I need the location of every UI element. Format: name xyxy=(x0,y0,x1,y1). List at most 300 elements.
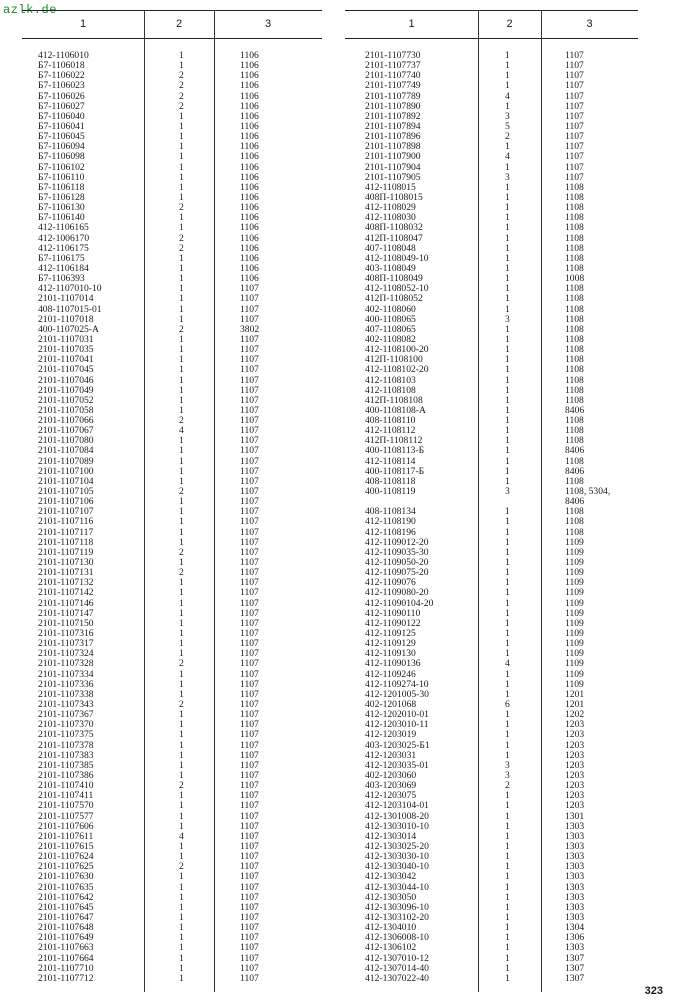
quantity-cell: 1 xyxy=(505,202,510,214)
table-row xyxy=(22,974,322,984)
group-cell: 1303 xyxy=(565,911,585,923)
part-number-cell: 412-1109246 xyxy=(365,668,416,680)
group-cell: 1108 xyxy=(565,212,584,224)
part-number-cell: 412П-1108112 xyxy=(365,435,423,447)
part-number-cell: 2101-1107130 xyxy=(38,557,94,569)
part-number-cell: 2101-1107031 xyxy=(38,333,94,345)
quantity-cell: 1 xyxy=(179,303,184,315)
quantity-cell: 1 xyxy=(179,587,184,599)
part-number-cell: Б7-1106018 xyxy=(38,60,85,72)
quantity-cell: 1 xyxy=(179,354,184,366)
quantity-cell: 1 xyxy=(505,455,510,467)
group-cell: 1109 xyxy=(565,536,584,548)
group-cell: 1108 xyxy=(565,242,584,254)
part-number-cell: Б7-1106023 xyxy=(38,80,85,92)
group-cell: 1108 xyxy=(565,232,584,244)
part-number-cell: 407-1108065 xyxy=(365,323,416,335)
group-cell: 1106 xyxy=(240,151,259,163)
group-cell: 1108 xyxy=(565,293,584,305)
part-number-cell: 2101-1107625 xyxy=(38,861,94,873)
part-number-cell: 412-1203010-11 xyxy=(365,719,429,731)
part-number-cell: 2101-1107378 xyxy=(38,739,94,751)
part-number-cell: 2101-1107892 xyxy=(365,110,421,122)
quantity-cell: 2 xyxy=(179,242,184,254)
part-number-cell: 2101-1107630 xyxy=(38,871,94,883)
group-cell: 1109 xyxy=(565,638,584,650)
part-number-cell: 2101-1107142 xyxy=(38,587,94,599)
quantity-cell: 1 xyxy=(179,445,184,457)
table-row xyxy=(345,974,638,984)
part-number-cell: 412-1109076 xyxy=(365,577,416,589)
part-number-cell: 412П-1108052 xyxy=(365,293,423,305)
quantity-cell: 1 xyxy=(505,252,510,264)
part-number-cell: 2101-1107117 xyxy=(38,526,94,538)
part-number-cell: 412-1109129 xyxy=(365,638,416,650)
group-cell: 1107 xyxy=(240,597,259,609)
part-number-cell: 412-1109075-20 xyxy=(365,567,429,579)
quantity-cell: 1 xyxy=(505,911,510,923)
group-cell: 1107 xyxy=(240,678,259,690)
quantity-cell: 2 xyxy=(179,658,184,670)
group-cell: 1107 xyxy=(565,141,584,153)
table-row xyxy=(22,294,322,304)
quantity-cell: 1 xyxy=(179,810,184,822)
quantity-cell: 1 xyxy=(179,60,184,72)
part-number-cell: 2101-1107046 xyxy=(38,374,94,386)
quantity-cell: 1 xyxy=(505,607,510,619)
part-number-cell: 2101-1107730 xyxy=(365,50,421,61)
quantity-cell: 2 xyxy=(179,699,184,710)
group-cell: 1107 xyxy=(240,516,259,528)
part-number-cell: Б7-1106118 xyxy=(38,181,85,193)
group-cell: 1107 xyxy=(240,394,259,406)
part-number-cell: 2101-1107107 xyxy=(38,506,94,518)
group-cell: 1106 xyxy=(240,120,259,132)
group-cell: 1106 xyxy=(240,110,259,122)
part-number-cell: 2101-1107570 xyxy=(38,800,94,812)
quantity-cell: 1 xyxy=(179,688,184,700)
group-cell: 1109 xyxy=(565,607,584,619)
group-cell: 1108 xyxy=(565,435,584,447)
part-number-cell: 2101-1107611 xyxy=(38,830,94,842)
part-number-cell: 2101-1107058 xyxy=(38,404,94,416)
quantity-cell: 1 xyxy=(505,222,510,234)
quantity-cell: 1 xyxy=(505,932,510,944)
group-cell: 1107 xyxy=(240,648,259,660)
group-cell: 1108 xyxy=(565,526,584,538)
group-cell: 1107 xyxy=(240,384,259,396)
part-number-cell: 412-1106184 xyxy=(38,262,89,274)
group-cell: 1107 xyxy=(240,851,259,863)
part-number-cell: 2101-1107664 xyxy=(38,952,94,964)
header-col-1: 1 xyxy=(408,18,415,30)
part-number-cell: 412-1109012-20 xyxy=(365,536,429,548)
group-cell: 1107 xyxy=(240,607,259,619)
quantity-cell: 1 xyxy=(505,729,510,741)
group-cell: 1107 xyxy=(240,628,259,640)
part-number-cell: 408П-1108032 xyxy=(365,222,423,234)
page-number: 323 xyxy=(644,985,663,997)
quantity-cell: 4 xyxy=(505,90,510,102)
group-cell: 1107 xyxy=(240,496,259,508)
table-header xyxy=(22,10,322,39)
quantity-cell: 1 xyxy=(505,70,510,82)
quantity-cell: 1 xyxy=(505,962,510,974)
group-cell: 1008 xyxy=(565,273,585,285)
group-cell: 1106 xyxy=(240,273,259,285)
group-cell: 1107 xyxy=(240,526,259,538)
part-number-cell: 412-11090110 xyxy=(365,607,421,619)
group-cell: 1109 xyxy=(565,678,584,690)
part-number-cell: 2101-1107624 xyxy=(38,851,94,863)
quantity-cell: 1 xyxy=(505,628,510,640)
part-number-cell: 2101-1107041 xyxy=(38,354,94,366)
group-cell: 1203 xyxy=(565,719,585,731)
group-cell: 1108 xyxy=(565,262,584,274)
group-cell: 1303 xyxy=(565,840,585,852)
quantity-cell: 1 xyxy=(179,252,184,264)
quantity-cell: 1 xyxy=(505,293,510,305)
quantity-cell: 1 xyxy=(505,546,510,558)
part-number-cell: 2101-1107132 xyxy=(38,577,94,589)
quantity-cell: 2 xyxy=(179,780,184,792)
quantity-cell: 1 xyxy=(505,384,510,396)
quantity-cell: 1 xyxy=(505,668,510,680)
quantity-cell: 2 xyxy=(179,546,184,558)
part-number-cell: 2101-1107104 xyxy=(38,475,94,487)
quantity-cell: 1 xyxy=(179,120,184,132)
part-number-cell: 408П-1108015 xyxy=(365,191,423,203)
table-row xyxy=(345,872,638,882)
group-cell: 1107 xyxy=(565,60,584,72)
part-number-cell: 2101-1107905 xyxy=(365,171,421,183)
quantity-cell: 1 xyxy=(179,769,184,781)
quantity-cell: 1 xyxy=(505,840,510,852)
part-number-cell: 2101-1107367 xyxy=(38,709,94,721)
quantity-cell: 2 xyxy=(179,323,184,335)
quantity-cell: 1 xyxy=(505,50,510,61)
part-number-cell: 412-1303044-10 xyxy=(365,881,429,893)
part-number-cell: 2101-1107317 xyxy=(38,638,94,650)
part-number-cell: 412-1108015 xyxy=(365,181,416,193)
group-cell: 1109 xyxy=(565,597,584,609)
group-cell: 1203 xyxy=(565,749,585,761)
part-number-cell: 2101-1107100 xyxy=(38,465,94,477)
quantity-cell: 1 xyxy=(505,678,510,690)
part-number-cell: Б7-1106045 xyxy=(38,131,85,143)
group-cell: 1203 xyxy=(565,800,585,812)
part-number-cell: 2101-1107334 xyxy=(38,668,94,680)
group-cell: 1107 xyxy=(240,891,259,903)
quantity-cell: 2 xyxy=(505,780,510,792)
group-cell: 1107 xyxy=(240,962,259,974)
group-cell: 1106 xyxy=(240,60,259,72)
quantity-cell: 1 xyxy=(179,871,184,883)
group-cell: 1107 xyxy=(240,810,259,822)
header-col-2: 2 xyxy=(506,18,513,30)
group-cell: 1107 xyxy=(240,830,259,842)
part-number-cell: 2101-1107131 xyxy=(38,567,94,579)
part-number-cell: 408-1108134 xyxy=(365,506,416,518)
part-number-cell: 412-1106010 xyxy=(38,50,89,61)
group-cell: 1109 xyxy=(565,587,584,599)
part-number-cell: 2101-1107067 xyxy=(38,425,94,437)
group-cell: 1108 xyxy=(565,222,584,234)
part-number-cell: 412-1203104-01 xyxy=(365,800,429,812)
quantity-cell: 1 xyxy=(505,283,510,295)
quantity-cell: 1 xyxy=(179,394,184,406)
part-number-cell: 412-1303042 xyxy=(365,871,417,883)
quantity-cell: 1 xyxy=(179,851,184,863)
quantity-cell: 1 xyxy=(179,709,184,721)
quantity-cell: 1 xyxy=(505,364,510,376)
group-cell: 1108 xyxy=(565,455,584,467)
part-number-cell: 2101-1107089 xyxy=(38,455,94,467)
group-cell: 1106 xyxy=(240,222,259,234)
part-number-cell: Б7-1106094 xyxy=(38,141,85,153)
quantity-cell: 1 xyxy=(505,709,510,721)
part-number-cell: 2101-1107894 xyxy=(365,120,421,132)
group-cell: 1107 xyxy=(240,455,259,467)
group-cell: 1107 xyxy=(565,100,584,112)
part-number-cell: 2101-1107386 xyxy=(38,769,94,781)
quantity-cell: 1 xyxy=(179,50,184,61)
header-col-1: 1 xyxy=(79,18,87,30)
quantity-cell: 1 xyxy=(179,719,184,731)
group-cell: 1107 xyxy=(240,759,259,771)
table-row xyxy=(22,365,322,375)
group-cell: 1203 xyxy=(565,769,585,781)
part-number-cell: 412-1108103 xyxy=(365,374,416,386)
part-number-cell: 412-1108100-20 xyxy=(365,344,429,356)
quantity-cell: 2 xyxy=(505,131,510,143)
part-number-cell: 2101-1107606 xyxy=(38,820,94,832)
quantity-cell: 4 xyxy=(179,425,184,437)
part-number-cell: 412-1307022-40 xyxy=(365,972,429,984)
part-number-cell: 412П-1108100 xyxy=(365,354,423,366)
quantity-cell: 1 xyxy=(505,333,510,345)
group-cell: 1108 xyxy=(565,415,584,427)
part-number-cell: 412-1304010 xyxy=(365,922,417,934)
group-cell: 1107 xyxy=(240,313,259,325)
quantity-cell: 1 xyxy=(505,161,510,173)
left-parts-table xyxy=(22,10,322,984)
part-number-cell: 2101-1107018 xyxy=(38,313,94,325)
quantity-cell: 1 xyxy=(505,536,510,548)
group-cell: 1108 xyxy=(565,313,584,325)
part-number-cell: 2101-1107712 xyxy=(38,972,94,984)
quantity-cell: 1 xyxy=(179,516,184,528)
group-cell: 1107 xyxy=(240,820,259,832)
quantity-cell: 1 xyxy=(179,475,184,487)
quantity-cell: 5 xyxy=(505,120,510,132)
group-cell: 1107 xyxy=(240,445,259,457)
quantity-cell: 1 xyxy=(505,800,510,812)
table-body xyxy=(22,51,322,984)
quantity-cell: 1 xyxy=(179,364,184,376)
group-cell: 1108 xyxy=(565,181,584,193)
quantity-cell: 1 xyxy=(179,891,184,903)
quantity-cell: 2 xyxy=(179,202,184,214)
part-number-cell: 2101-1107324 xyxy=(38,648,94,660)
quantity-cell: 1 xyxy=(505,820,510,832)
group-cell: 1303 xyxy=(565,820,585,832)
group-cell: 1106 xyxy=(240,212,259,224)
part-number-cell: 2101-1107577 xyxy=(38,810,94,822)
group-cell: 1107 xyxy=(240,293,259,305)
part-number-cell: 2101-1107370 xyxy=(38,719,94,731)
group-cell: 1106 xyxy=(240,242,259,254)
group-cell: 1301 xyxy=(565,810,585,822)
group-cell: 1108 xyxy=(565,506,584,518)
quantity-cell: 1 xyxy=(505,344,510,356)
group-cell: 1108 xyxy=(565,283,584,295)
quantity-cell: 1 xyxy=(179,191,184,203)
quantity-cell: 1 xyxy=(179,881,184,893)
quantity-cell: 1 xyxy=(179,749,184,761)
group-cell: 1109 xyxy=(565,628,584,640)
group-cell: 1107 xyxy=(240,333,259,345)
part-number-cell: 2101-1107410 xyxy=(38,780,94,792)
group-cell: 1109 xyxy=(565,567,584,579)
part-number-cell: 2101-1107890 xyxy=(365,100,421,112)
part-number-cell: 2101-1107338 xyxy=(38,688,94,700)
part-number-cell: 402-1203060 xyxy=(365,769,417,781)
quantity-cell: 1 xyxy=(179,972,184,984)
group-cell: 1107 xyxy=(240,283,259,295)
group-cell: 1107 xyxy=(240,688,259,700)
group-cell: 1108 xyxy=(565,394,584,406)
part-number-cell: 412-11090136 xyxy=(365,658,421,670)
quantity-cell: 1 xyxy=(179,313,184,325)
part-number-cell: 2101-1107014 xyxy=(38,293,94,305)
part-number-cell: 400-1108108-А xyxy=(365,404,426,416)
group-cell: 1107 xyxy=(240,617,259,629)
quantity-cell: 1 xyxy=(505,323,510,335)
group-cell: 1107 xyxy=(240,567,259,579)
quantity-cell: 1 xyxy=(179,161,184,173)
part-number-cell: Б7-1106026 xyxy=(38,90,85,102)
quantity-cell: 1 xyxy=(505,871,510,883)
group-cell: 1107 xyxy=(240,546,259,558)
group-cell: 1107 xyxy=(565,151,584,163)
quantity-cell: 2 xyxy=(179,90,184,102)
quantity-cell: 1 xyxy=(179,668,184,680)
quantity-cell: 1 xyxy=(179,455,184,467)
part-number-cell: 2101-1107900 xyxy=(365,151,421,163)
quantity-cell: 1 xyxy=(505,749,510,761)
part-number-cell: 412П-1108047 xyxy=(365,232,423,244)
group-cell: 1107 xyxy=(240,709,259,721)
quantity-cell: 1 xyxy=(505,638,510,650)
part-number-cell: 2101-1107385 xyxy=(38,759,94,771)
part-number-cell: 2101-1107035 xyxy=(38,344,94,356)
part-number-cell: 412-1108030 xyxy=(365,212,416,224)
quantity-cell: 1 xyxy=(179,648,184,660)
part-number-cell: 412-1203019 xyxy=(365,729,417,741)
quantity-cell: 1 xyxy=(179,131,184,143)
group-cell: 1107 xyxy=(240,922,259,934)
part-number-cell: 2101-1107045 xyxy=(38,364,94,376)
quantity-cell: 1 xyxy=(179,759,184,771)
quantity-cell: 3 xyxy=(505,759,510,771)
part-number-cell: 412-1303102-20 xyxy=(365,911,429,923)
group-cell: 1109 xyxy=(565,557,584,569)
part-number-cell: Б7-1106110 xyxy=(38,171,85,183)
part-number-cell: 2101-1107647 xyxy=(38,911,94,923)
part-number-cell: 2101-1107328 xyxy=(38,658,94,670)
group-cell: 1106 xyxy=(240,80,259,92)
part-number-cell: 407-1108048 xyxy=(365,242,416,254)
quantity-cell: 1 xyxy=(179,273,184,285)
quantity-cell: 1 xyxy=(505,790,510,802)
part-number-cell: 412-1201005-30 xyxy=(365,688,429,700)
group-cell: 1108 xyxy=(565,333,584,345)
group-cell: 1107 xyxy=(240,800,259,812)
part-number-cell: Б7-1106098 xyxy=(38,151,85,163)
part-number-cell: 412-1108196 xyxy=(365,526,416,538)
group-cell: 1107 xyxy=(240,871,259,883)
group-cell: 1107 xyxy=(240,790,259,802)
quantity-cell: 1 xyxy=(505,922,510,934)
quantity-cell: 1 xyxy=(179,262,184,274)
group-cell: 1303 xyxy=(565,851,585,863)
quantity-cell: 1 xyxy=(179,374,184,386)
quantity-cell: 1 xyxy=(179,729,184,741)
quantity-cell: 1 xyxy=(505,719,510,731)
quantity-cell: 1 xyxy=(505,881,510,893)
group-cell: 1107 xyxy=(240,719,259,731)
quantity-cell: 1 xyxy=(505,425,510,437)
group-cell: 1107 xyxy=(240,769,259,781)
group-cell: 1106 xyxy=(240,181,259,193)
part-number-cell: 408-1108110 xyxy=(365,415,416,427)
quantity-cell: 1 xyxy=(505,972,510,984)
quantity-cell: 4 xyxy=(505,151,510,163)
group-cell: 1106 xyxy=(240,161,259,173)
part-number-cell: 2101-1107049 xyxy=(38,384,94,396)
quantity-cell: 1 xyxy=(179,344,184,356)
quantity-cell: 3 xyxy=(505,486,510,498)
part-number-cell: 403-1203069 xyxy=(365,780,417,792)
quantity-cell: 1 xyxy=(505,648,510,660)
header-col-3: 3 xyxy=(586,18,593,30)
part-number-cell: 400-1108119 xyxy=(365,486,416,498)
quantity-cell: 1 xyxy=(179,141,184,153)
quantity-cell: 1 xyxy=(505,901,510,913)
group-cell: 1107 xyxy=(240,404,259,416)
quantity-cell: 2 xyxy=(179,232,184,244)
group-cell: 1107 xyxy=(240,577,259,589)
part-number-cell: 412-1303040-10 xyxy=(365,861,429,873)
quantity-cell: 1 xyxy=(179,283,184,295)
quantity-cell: 1 xyxy=(505,942,510,954)
group-cell: 1109 xyxy=(565,668,584,680)
part-number-cell: 412-11090104-20 xyxy=(365,597,434,609)
group-cell: 1106 xyxy=(240,70,259,82)
quantity-cell: 1 xyxy=(179,496,184,508)
part-number-cell: 412-1109125 xyxy=(365,628,416,640)
part-number-cell: Б7-1106041 xyxy=(38,120,85,132)
quantity-cell: 1 xyxy=(505,354,510,366)
table-row xyxy=(345,365,638,375)
group-cell: 1107 xyxy=(240,972,259,984)
quantity-cell: 1 xyxy=(505,181,510,193)
group-cell: 1307 xyxy=(565,972,585,984)
quantity-cell: 2 xyxy=(179,80,184,92)
group-cell: 1108 xyxy=(565,475,584,487)
quantity-cell: 1 xyxy=(179,911,184,923)
